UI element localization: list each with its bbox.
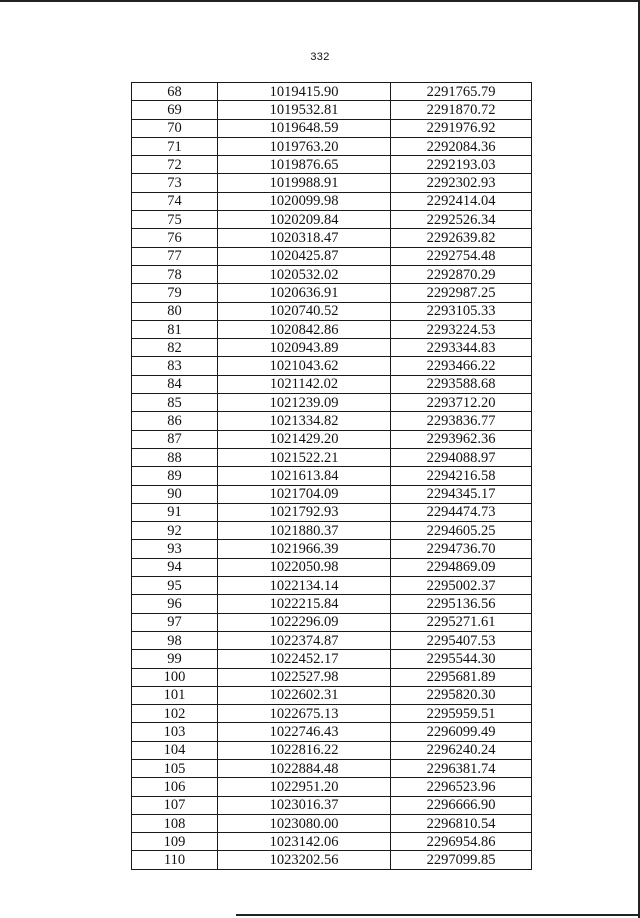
table-row	[132, 686, 532, 704]
y-coordinate-cell: 2294869.09	[391, 558, 532, 576]
y-coordinate-cell: 2292987.25	[391, 284, 532, 302]
y-coordinate-cell: 2295002.37	[391, 577, 532, 595]
point-number-cell: 80	[132, 302, 218, 320]
table-row	[132, 448, 532, 466]
y-coordinate-cell: 2295820.30	[391, 686, 532, 704]
table-row	[132, 522, 532, 540]
point-number-cell: 91	[132, 503, 218, 521]
y-coordinate-cell: 2296810.54	[391, 814, 532, 832]
table-row	[132, 265, 532, 283]
x-coordinate-cell: 1021522.21	[218, 448, 391, 466]
x-coordinate-cell: 1019532.81	[218, 101, 391, 119]
point-number-cell: 107	[132, 796, 218, 814]
x-coordinate-cell: 1022134.14	[218, 577, 391, 595]
table-row	[132, 650, 532, 668]
x-coordinate-cell: 1022602.31	[218, 686, 391, 704]
page-edge-bottom	[236, 914, 640, 916]
table-row	[132, 833, 532, 851]
point-number-cell: 82	[132, 339, 218, 357]
table-row	[132, 156, 532, 174]
y-coordinate-cell: 2293836.77	[391, 412, 532, 430]
x-coordinate-cell: 1020532.02	[218, 265, 391, 283]
y-coordinate-cell: 2292526.34	[391, 211, 532, 229]
x-coordinate-cell: 1021704.09	[218, 485, 391, 503]
y-coordinate-cell: 2294216.58	[391, 467, 532, 485]
point-number-cell: 98	[132, 631, 218, 649]
table-row	[132, 631, 532, 649]
x-coordinate-cell: 1021239.09	[218, 394, 391, 412]
x-coordinate-cell: 1022951.20	[218, 778, 391, 796]
point-number-cell: 97	[132, 613, 218, 631]
table-row	[132, 668, 532, 686]
x-coordinate-cell: 1022374.87	[218, 631, 391, 649]
point-number-cell: 79	[132, 284, 218, 302]
x-coordinate-cell: 1023142.06	[218, 833, 391, 851]
y-coordinate-cell: 2293712.20	[391, 394, 532, 412]
x-coordinate-cell: 1019988.91	[218, 174, 391, 192]
point-number-cell: 87	[132, 430, 218, 448]
y-coordinate-cell: 2295407.53	[391, 631, 532, 649]
point-number-cell: 77	[132, 247, 218, 265]
y-coordinate-cell: 2293344.83	[391, 339, 532, 357]
x-coordinate-cell: 1022296.09	[218, 613, 391, 631]
x-coordinate-cell: 1020842.86	[218, 320, 391, 338]
table-row	[132, 577, 532, 595]
x-coordinate-cell: 1023080.00	[218, 814, 391, 832]
point-number-cell: 101	[132, 686, 218, 704]
point-number-cell: 74	[132, 192, 218, 210]
x-coordinate-cell: 1019415.90	[218, 83, 391, 101]
x-coordinate-cell: 1021613.84	[218, 467, 391, 485]
y-coordinate-cell: 2292870.29	[391, 265, 532, 283]
table-row	[132, 83, 532, 101]
point-number-cell: 95	[132, 577, 218, 595]
table-row	[132, 485, 532, 503]
point-number-cell: 96	[132, 595, 218, 613]
x-coordinate-cell: 1019648.59	[218, 119, 391, 137]
x-coordinate-cell: 1020943.89	[218, 339, 391, 357]
y-coordinate-cell: 2296099.49	[391, 723, 532, 741]
y-coordinate-cell: 2292193.03	[391, 156, 532, 174]
y-coordinate-cell: 2295959.51	[391, 705, 532, 723]
table-row	[132, 558, 532, 576]
point-number-cell: 105	[132, 759, 218, 777]
y-coordinate-cell: 2295544.30	[391, 650, 532, 668]
point-number-cell: 85	[132, 394, 218, 412]
y-coordinate-cell: 2294088.97	[391, 448, 532, 466]
point-number-cell: 94	[132, 558, 218, 576]
y-coordinate-cell: 2294474.73	[391, 503, 532, 521]
point-number-cell: 109	[132, 833, 218, 851]
point-number-cell: 70	[132, 119, 218, 137]
table-row	[132, 778, 532, 796]
y-coordinate-cell: 2296954.86	[391, 833, 532, 851]
table-row	[132, 814, 532, 832]
x-coordinate-cell: 1020209.84	[218, 211, 391, 229]
point-number-cell: 78	[132, 265, 218, 283]
x-coordinate-cell: 1021142.02	[218, 375, 391, 393]
y-coordinate-cell: 2296523.96	[391, 778, 532, 796]
table-row	[132, 229, 532, 247]
x-coordinate-cell: 1019876.65	[218, 156, 391, 174]
x-coordinate-cell: 1020318.47	[218, 229, 391, 247]
x-coordinate-cell: 1022452.17	[218, 650, 391, 668]
x-coordinate-cell: 1021043.62	[218, 357, 391, 375]
y-coordinate-cell: 2297099.85	[391, 851, 532, 869]
point-number-cell: 84	[132, 375, 218, 393]
y-coordinate-cell: 2292639.82	[391, 229, 532, 247]
point-number-cell: 76	[132, 229, 218, 247]
point-number-cell: 88	[132, 448, 218, 466]
x-coordinate-cell: 1022527.98	[218, 668, 391, 686]
point-number-cell: 104	[132, 741, 218, 759]
y-coordinate-cell: 2291765.79	[391, 83, 532, 101]
x-coordinate-cell: 1021880.37	[218, 522, 391, 540]
y-coordinate-cell: 2293466.22	[391, 357, 532, 375]
y-coordinate-cell: 2293224.53	[391, 320, 532, 338]
coordinates-table	[131, 82, 532, 870]
point-number-cell: 81	[132, 320, 218, 338]
x-coordinate-cell: 1022215.84	[218, 595, 391, 613]
y-coordinate-cell: 2291870.72	[391, 101, 532, 119]
table-row	[132, 357, 532, 375]
table-row	[132, 796, 532, 814]
point-number-cell: 89	[132, 467, 218, 485]
x-coordinate-cell: 1022884.48	[218, 759, 391, 777]
table-row	[132, 174, 532, 192]
table-row	[132, 192, 532, 210]
point-number-cell: 72	[132, 156, 218, 174]
point-number-cell: 68	[132, 83, 218, 101]
x-coordinate-cell: 1020636.91	[218, 284, 391, 302]
y-coordinate-cell: 2292414.04	[391, 192, 532, 210]
table-row	[132, 375, 532, 393]
point-number-cell: 102	[132, 705, 218, 723]
y-coordinate-cell: 2295271.61	[391, 613, 532, 631]
table-row	[132, 247, 532, 265]
y-coordinate-cell: 2292754.48	[391, 247, 532, 265]
table-row	[132, 595, 532, 613]
page-edge-top	[0, 0, 640, 2]
table-row	[132, 412, 532, 430]
table-row	[132, 723, 532, 741]
point-number-cell: 93	[132, 540, 218, 558]
table-row	[132, 339, 532, 357]
y-coordinate-cell: 2295681.89	[391, 668, 532, 686]
point-number-cell: 69	[132, 101, 218, 119]
table-row	[132, 613, 532, 631]
x-coordinate-cell: 1019763.20	[218, 137, 391, 155]
x-coordinate-cell: 1021334.82	[218, 412, 391, 430]
y-coordinate-cell: 2292084.36	[391, 137, 532, 155]
x-coordinate-cell: 1020099.98	[218, 192, 391, 210]
table-row	[132, 540, 532, 558]
y-coordinate-cell: 2296666.90	[391, 796, 532, 814]
table-row	[132, 705, 532, 723]
table-row	[132, 211, 532, 229]
x-coordinate-cell: 1021429.20	[218, 430, 391, 448]
x-coordinate-cell: 1022816.22	[218, 741, 391, 759]
table-row	[132, 741, 532, 759]
point-number-cell: 83	[132, 357, 218, 375]
y-coordinate-cell: 2292302.93	[391, 174, 532, 192]
point-number-cell: 86	[132, 412, 218, 430]
x-coordinate-cell: 1021966.39	[218, 540, 391, 558]
table-row	[132, 119, 532, 137]
table-row	[132, 394, 532, 412]
table-row	[132, 320, 532, 338]
point-number-cell: 92	[132, 522, 218, 540]
table-row	[132, 851, 532, 869]
y-coordinate-cell: 2296240.24	[391, 741, 532, 759]
table-row	[132, 467, 532, 485]
y-coordinate-cell: 2291976.92	[391, 119, 532, 137]
x-coordinate-cell: 1023202.56	[218, 851, 391, 869]
x-coordinate-cell: 1022675.13	[218, 705, 391, 723]
y-coordinate-cell: 2296381.74	[391, 759, 532, 777]
x-coordinate-cell: 1022050.98	[218, 558, 391, 576]
table-row	[132, 302, 532, 320]
point-number-cell: 106	[132, 778, 218, 796]
y-coordinate-cell: 2294605.25	[391, 522, 532, 540]
point-number-cell: 99	[132, 650, 218, 668]
point-number-cell: 71	[132, 137, 218, 155]
table-row	[132, 759, 532, 777]
point-number-cell: 108	[132, 814, 218, 832]
table-row	[132, 503, 532, 521]
x-coordinate-cell: 1021792.93	[218, 503, 391, 521]
table-row	[132, 430, 532, 448]
point-number-cell: 90	[132, 485, 218, 503]
point-number-cell: 103	[132, 723, 218, 741]
x-coordinate-cell: 1020425.87	[218, 247, 391, 265]
y-coordinate-cell: 2293588.68	[391, 375, 532, 393]
y-coordinate-cell: 2293962.36	[391, 430, 532, 448]
coordinates-table-body	[132, 83, 532, 870]
point-number-cell: 100	[132, 668, 218, 686]
x-coordinate-cell: 1020740.52	[218, 302, 391, 320]
y-coordinate-cell: 2294736.70	[391, 540, 532, 558]
table-row	[132, 101, 532, 119]
y-coordinate-cell: 2294345.17	[391, 485, 532, 503]
table-row	[132, 137, 532, 155]
x-coordinate-cell: 1023016.37	[218, 796, 391, 814]
point-number-cell: 110	[132, 851, 218, 869]
y-coordinate-cell: 2295136.56	[391, 595, 532, 613]
point-number-cell: 73	[132, 174, 218, 192]
y-coordinate-cell: 2293105.33	[391, 302, 532, 320]
table-row	[132, 284, 532, 302]
page-number: 332	[310, 51, 330, 63]
x-coordinate-cell: 1022746.43	[218, 723, 391, 741]
point-number-cell: 75	[132, 211, 218, 229]
